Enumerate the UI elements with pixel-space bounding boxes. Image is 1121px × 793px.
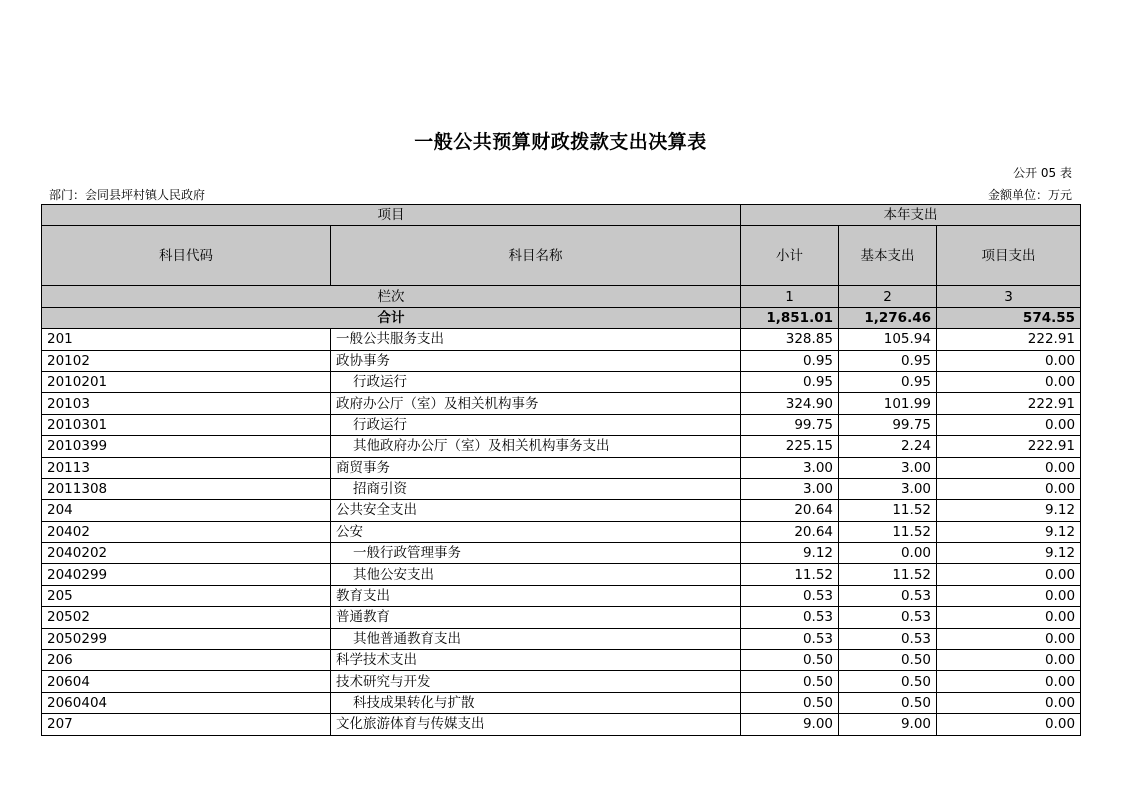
row-name: 教育支出 <box>331 585 741 606</box>
row-code: 20604 <box>42 671 331 692</box>
total-basic: 1,276.46 <box>839 307 937 328</box>
header-row-columns <box>42 226 1081 286</box>
total-label: 合计 <box>42 307 741 328</box>
row-code: 2050299 <box>42 628 331 649</box>
row-project: 222.91 <box>937 436 1081 457</box>
row-code: 207 <box>42 714 331 735</box>
row-name: 招商引资 <box>331 478 741 499</box>
row-basic: 0.50 <box>839 692 937 713</box>
row-code: 2040299 <box>42 564 331 585</box>
row-name: 其他政府办公厅（室）及相关机构事务支出 <box>331 436 741 457</box>
row-subtotal: 0.53 <box>741 607 839 628</box>
row-basic: 0.95 <box>839 371 937 392</box>
table-row <box>42 500 1081 521</box>
table-row <box>42 692 1081 713</box>
table-row <box>42 329 1081 350</box>
row-subtotal: 0.95 <box>741 350 839 371</box>
row-name: 其他公安支出 <box>331 564 741 585</box>
row-code: 2040202 <box>42 543 331 564</box>
row-code: 2011308 <box>42 478 331 499</box>
row-project: 0.00 <box>937 692 1081 713</box>
row-subtotal: 3.00 <box>741 457 839 478</box>
row-project: 0.00 <box>937 478 1081 499</box>
row-basic: 0.53 <box>839 628 937 649</box>
row-name: 普通教育 <box>331 607 741 628</box>
row-subtotal: 0.50 <box>741 650 839 671</box>
table-row <box>42 628 1081 649</box>
row-subtotal: 3.00 <box>741 478 839 499</box>
row-basic: 0.00 <box>839 543 937 564</box>
table-row <box>42 393 1081 414</box>
row-name: 行政运行 <box>331 414 741 435</box>
row-project: 9.12 <box>937 543 1081 564</box>
row-code: 205 <box>42 585 331 606</box>
row-subtotal: 99.75 <box>741 414 839 435</box>
row-project: 0.00 <box>937 457 1081 478</box>
header-basic: 基本支出 <box>839 226 937 286</box>
table-row <box>42 436 1081 457</box>
expenditure-table <box>41 204 1081 736</box>
row-project: 0.00 <box>937 607 1081 628</box>
row-basic: 0.53 <box>839 607 937 628</box>
column-number-3: 3 <box>937 286 1081 307</box>
header-subtotal: 小计 <box>741 226 839 286</box>
row-subtotal: 328.85 <box>741 329 839 350</box>
table-row <box>42 607 1081 628</box>
row-subtotal: 20.64 <box>741 521 839 542</box>
table-row <box>42 478 1081 499</box>
row-subtotal: 324.90 <box>741 393 839 414</box>
row-code: 2060404 <box>42 692 331 713</box>
row-name: 技术研究与开发 <box>331 671 741 692</box>
page-title: 一般公共预算财政拨款支出决算表 <box>414 131 707 153</box>
row-name: 其他普通教育支出 <box>331 628 741 649</box>
row-project: 0.00 <box>937 628 1081 649</box>
row-project: 0.00 <box>937 414 1081 435</box>
row-project: 0.00 <box>937 350 1081 371</box>
row-subtotal: 11.52 <box>741 564 839 585</box>
row-basic: 0.95 <box>839 350 937 371</box>
row-basic: 0.50 <box>839 671 937 692</box>
row-subtotal: 0.95 <box>741 371 839 392</box>
row-basic: 2.24 <box>839 436 937 457</box>
row-basic: 105.94 <box>839 329 937 350</box>
row-code: 20402 <box>42 521 331 542</box>
table-row <box>42 671 1081 692</box>
table-row <box>42 650 1081 671</box>
table-row <box>42 564 1081 585</box>
row-code: 2010201 <box>42 371 331 392</box>
row-basic: 3.00 <box>839 478 937 499</box>
row-project: 0.00 <box>937 714 1081 735</box>
row-basic: 11.52 <box>839 564 937 585</box>
row-code: 2010399 <box>42 436 331 457</box>
header-code: 科目代码 <box>42 226 331 286</box>
row-basic: 11.52 <box>839 500 937 521</box>
table-row <box>42 457 1081 478</box>
row-subtotal: 9.12 <box>741 543 839 564</box>
row-name: 政府办公厅（室）及相关机构事务 <box>331 393 741 414</box>
row-name: 科技成果转化与扩散 <box>331 692 741 713</box>
total-project: 574.55 <box>937 307 1081 328</box>
column-number-label: 栏次 <box>42 286 741 307</box>
row-subtotal: 9.00 <box>741 714 839 735</box>
row-name: 商贸事务 <box>331 457 741 478</box>
row-name: 行政运行 <box>331 371 741 392</box>
row-code: 204 <box>42 500 331 521</box>
row-project: 0.00 <box>937 371 1081 392</box>
row-subtotal: 0.53 <box>741 585 839 606</box>
row-subtotal: 225.15 <box>741 436 839 457</box>
row-code: 20102 <box>42 350 331 371</box>
total-subtotal: 1,851.01 <box>741 307 839 328</box>
row-basic: 11.52 <box>839 521 937 542</box>
row-name: 政协事务 <box>331 350 741 371</box>
table-row <box>42 543 1081 564</box>
row-project: 0.00 <box>937 671 1081 692</box>
row-basic: 99.75 <box>839 414 937 435</box>
row-subtotal: 0.50 <box>741 671 839 692</box>
amount-unit-label: 金额单位：万元 <box>987 188 1072 202</box>
row-basic: 0.53 <box>839 585 937 606</box>
row-project: 9.12 <box>937 521 1081 542</box>
row-name: 文化旅游体育与传媒支出 <box>331 714 741 735</box>
row-project: 9.12 <box>937 500 1081 521</box>
table-row <box>42 714 1081 735</box>
row-project: 0.00 <box>937 650 1081 671</box>
header-name: 科目名称 <box>331 226 741 286</box>
header-project: 项目支出 <box>937 226 1081 286</box>
table-row <box>42 521 1081 542</box>
row-basic: 0.50 <box>839 650 937 671</box>
column-number-row <box>42 286 1081 307</box>
department-label: 部门：会同县坪村镇人民政府 <box>49 188 206 202</box>
row-project: 0.00 <box>937 564 1081 585</box>
row-code: 20502 <box>42 607 331 628</box>
row-name: 公共安全支出 <box>331 500 741 521</box>
row-code: 20103 <box>42 393 331 414</box>
header-row-groups <box>42 205 1081 226</box>
row-name: 一般公共服务支出 <box>331 329 741 350</box>
row-name: 公安 <box>331 521 741 542</box>
row-code: 2010301 <box>42 414 331 435</box>
header-current-year: 本年支出 <box>741 205 1081 226</box>
row-basic: 101.99 <box>839 393 937 414</box>
table-row <box>42 350 1081 371</box>
row-project: 222.91 <box>937 393 1081 414</box>
row-basic: 9.00 <box>839 714 937 735</box>
form-number: 公开 05 表 <box>1013 166 1072 180</box>
column-number-1: 1 <box>741 286 839 307</box>
table-row <box>42 414 1081 435</box>
row-name: 科学技术支出 <box>331 650 741 671</box>
row-project: 222.91 <box>937 329 1081 350</box>
row-subtotal: 20.64 <box>741 500 839 521</box>
row-code: 206 <box>42 650 331 671</box>
table-row <box>42 585 1081 606</box>
row-code: 20113 <box>42 457 331 478</box>
row-name: 一般行政管理事务 <box>331 543 741 564</box>
table-row <box>42 371 1081 392</box>
row-basic: 3.00 <box>839 457 937 478</box>
row-code: 201 <box>42 329 331 350</box>
header-item: 项目 <box>42 205 741 226</box>
row-project: 0.00 <box>937 585 1081 606</box>
total-row <box>42 307 1081 328</box>
row-subtotal: 0.53 <box>741 628 839 649</box>
row-subtotal: 0.50 <box>741 692 839 713</box>
column-number-2: 2 <box>839 286 937 307</box>
